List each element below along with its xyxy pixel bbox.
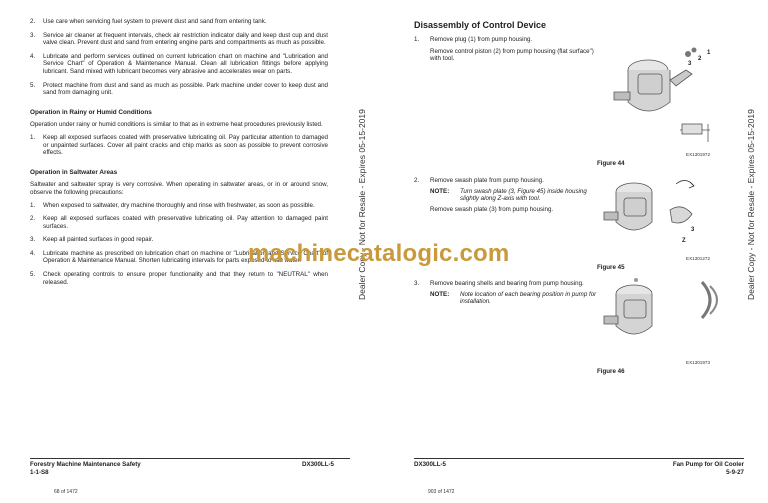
list-item: 4. Lubricate machine as prescribed on lubrication chart on machine or "Lubrication and Service Chart" of Operation & Maintenance Manual. Shorten lubricating intervals for parts exposed to salt water. bbox=[30, 249, 328, 265]
list-item: 3. Service air cleaner at frequent intervals, check air restriction indicator daily and keep dust cup and dust valve clean. Prevent dust and sand from entering engine parts and compartments as much as possible. bbox=[30, 31, 328, 47]
page-number: 903 of 1472 bbox=[428, 489, 455, 495]
saltwater-heading: Operation in Saltwater Areas bbox=[30, 168, 118, 176]
callout-z: Z bbox=[682, 238, 686, 244]
page-number: 68 of 1472 bbox=[54, 489, 78, 495]
watermark: machinecatalogic.com bbox=[248, 240, 510, 267]
callout-1: 1 bbox=[707, 50, 711, 56]
saltwater-intro: Saltwater and saltwater spray is very corrosive. When operating in saltwater areas, or in or around snow, observe the following precautions: bbox=[30, 181, 328, 196]
list-item: 2. Use care when servicing fuel system to prevent dust and sand from entering tank. bbox=[30, 18, 267, 25]
dealer-stamp: Dealer Copy - Not for Resale - Expires 05-15-2019 bbox=[746, 109, 756, 300]
list-item: 1. When exposed to saltwater, dry machine thoroughly and rinse with freshwater, as soon as possible. bbox=[30, 201, 315, 209]
footer-code: 5-9-27 bbox=[726, 469, 744, 476]
figure-caption: Figure 45 bbox=[597, 264, 625, 271]
callout-2: 2 bbox=[698, 56, 702, 62]
callout-3: 3 bbox=[691, 227, 695, 233]
figure-code: EX1301972 bbox=[686, 152, 711, 157]
footer-model: DX300LL-5 bbox=[414, 461, 446, 468]
callout-3: 3 bbox=[688, 61, 692, 67]
footer-code: 1-1-S8 bbox=[30, 469, 49, 476]
figure-44-illustration bbox=[608, 40, 718, 152]
figure-code: EX1301973 bbox=[686, 360, 711, 365]
figure-caption: Figure 44 bbox=[597, 160, 625, 167]
figure-46-illustration bbox=[598, 272, 728, 362]
rainy-intro: Operation under rainy or humid conditions is similar to that as in extreme heat procedures previously listed. bbox=[30, 121, 323, 129]
footer-divider bbox=[30, 458, 350, 459]
list-item: 5. Check operating controls to ensure proper functionality and that they return to "NEUTRAL" when released. bbox=[30, 271, 328, 286]
step-2: 2. Remove swash plate from pump housing. NOTE: Turn swash plate (3, Figure 45) inside housing slightly along Z-axis with tool. Remove swash plate (3) from pump housing. bbox=[414, 177, 587, 213]
figure-caption: Figure 46 bbox=[597, 368, 625, 375]
footer-divider bbox=[414, 458, 744, 459]
list-item: 5. Protect machine from dust and sand as much as possible. Park machine under cover to keep dust and sand from damaging unit. bbox=[30, 81, 328, 97]
list-item: 4. Lubricate and perform services outlined on current lubrication chart on machine and "Lubrication and Service Chart" of Operation & Maintenance Manual. Clean all lubrication fittings before applying lubricant. Sand mixed with lubricant becomes very abrasive and accelerates wear on parts. bbox=[30, 52, 328, 75]
figure-45-illustration bbox=[600, 172, 710, 258]
section-title: Disassembly of Control Device bbox=[414, 20, 547, 30]
list-item: 3. Keep all painted surfaces in good repair. bbox=[30, 236, 154, 244]
list-item: 1. Keep all exposed surfaces coated with preservative lubricating oil. Pay particular attention to damaged or unpainted surfaces. Cover all paint cracks and chip marks as soon as possible to prevent corrosive effects. bbox=[30, 133, 328, 157]
step-1: 1. Remove plug (1) from pump housing. Remove control piston (2) from pump housing (flat surface") with tool. bbox=[414, 36, 594, 63]
figure-code: EX1301272 bbox=[686, 256, 711, 261]
dealer-stamp: Dealer Copy - Not for Resale - Expires 05-15-2019 bbox=[357, 109, 367, 300]
footer-title: Fan Pump for Oil Cooler bbox=[672, 461, 744, 468]
rainy-heading: Operation in Rainy or Humid Conditions bbox=[30, 108, 152, 116]
footer-title: Forestry Machine Maintenance Safety bbox=[30, 461, 141, 468]
footer-model: DX300LL-5 bbox=[302, 461, 334, 468]
list-item: 2. Keep all exposed surfaces coated with preservative lubricating oil. Pay attention to damaged paint surfaces. bbox=[30, 215, 328, 230]
step-3: 3. Remove bearing shells and bearing from pump housing. NOTE: Note location of each bearing position in pump for installation. bbox=[414, 280, 597, 306]
